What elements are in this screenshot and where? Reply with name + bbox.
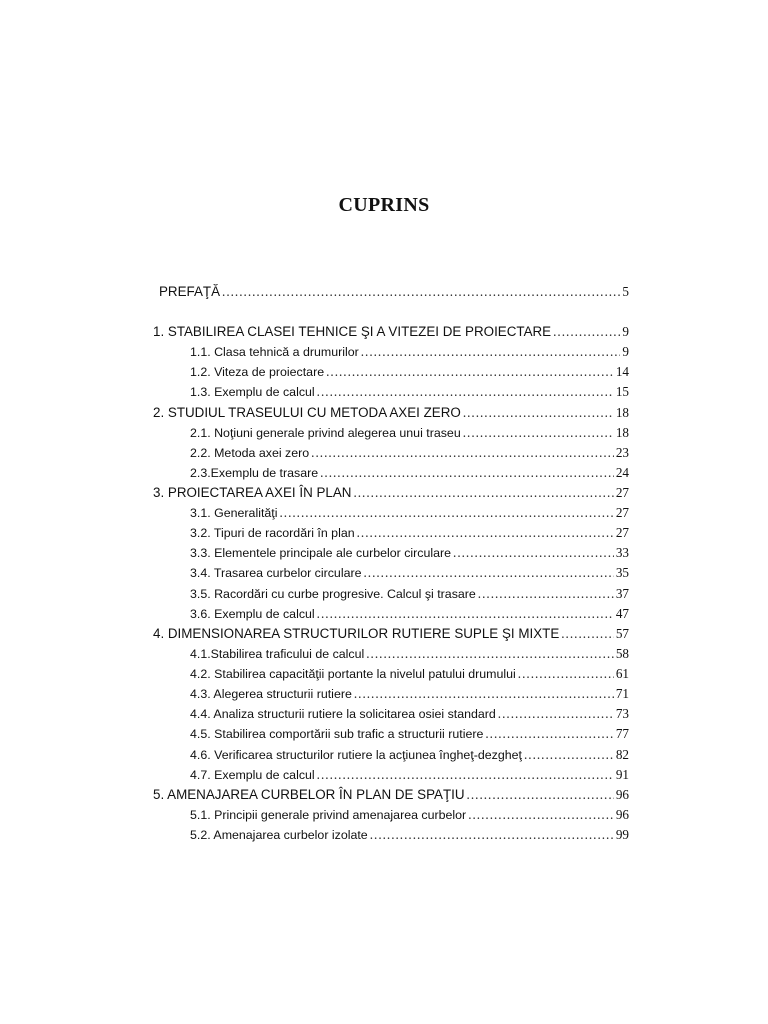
toc-chapter-entry — [153, 625, 629, 643]
toc-label: 3.1. Generalităţi — [190, 506, 278, 521]
toc-label: 2. STUDIUL TRASEULUI CU METODA AXEI ZERO — [153, 404, 461, 420]
toc-label: 3.6. Exemplu de calcul — [190, 606, 315, 621]
toc-page-number: 96 — [615, 786, 629, 802]
toc-page-number: 99 — [615, 827, 629, 842]
toc-page-number: 35 — [615, 565, 629, 581]
toc-page-number: 73 — [615, 706, 629, 722]
toc-label: 4.4. Analiza structurii rutiere la solicitarea osiei standard — [190, 707, 496, 722]
toc-page-number: 5 — [622, 284, 629, 299]
toc-section-entry — [190, 524, 629, 542]
toc-page-number: 96 — [615, 806, 629, 822]
toc-label: 2.3.Exemplu de trasare — [190, 465, 319, 480]
toc-leader-dots — [463, 404, 614, 422]
toc-section-entry — [190, 504, 629, 522]
toc-label: 4.1.Stabilirea traficului de calcul — [190, 646, 365, 661]
toc-section-entry — [190, 746, 629, 764]
toc-section-entry — [190, 645, 629, 663]
toc-label: 1.3. Exemplu de calcul — [190, 385, 315, 400]
toc-leader-dots — [320, 464, 614, 482]
toc-leader-dots — [279, 504, 613, 522]
toc-leader-dots — [222, 283, 620, 301]
toc-page-number: 82 — [615, 746, 629, 762]
toc-page-number: 71 — [615, 686, 629, 702]
toc-label: 4. DIMENSIONAREA STRUCTURILOR RUTIERE SUPLE ŞI MIXTE — [153, 625, 560, 641]
toc-label: 1.2. Viteza de proiectare — [190, 365, 325, 380]
toc-leader-dots — [478, 585, 614, 603]
toc-label: 5.1. Principii generale privind amenajarea curbelor — [190, 807, 467, 822]
toc-leader-dots — [485, 725, 613, 743]
toc-label: 3.5. Racordări cu curbe progresive. Calcul şi trasare — [190, 586, 476, 601]
toc-page-number: 24 — [615, 464, 629, 480]
toc-leader-dots — [357, 524, 614, 542]
toc-leader-dots — [353, 484, 613, 502]
toc-label: 2.2. Metoda axei zero — [190, 445, 310, 460]
toc-label: 3.3. Elementele principale ale curbelor circulare — [190, 546, 452, 561]
toc-page-number: 57 — [615, 625, 629, 641]
toc-label: 3.4. Trasarea curbelor circulare — [190, 566, 362, 581]
toc-page-number: 91 — [615, 766, 629, 782]
toc-label: 4.5. Stabilirea comportării sub trafic a structurii rutiere — [190, 727, 484, 742]
toc-page-number: 27 — [615, 525, 629, 541]
toc-page-number: 9 — [622, 344, 629, 360]
toc-page-number: 27 — [615, 485, 629, 500]
toc-leader-dots — [326, 363, 614, 381]
toc-leader-dots — [553, 323, 620, 341]
toc-section-entry — [190, 705, 629, 723]
toc-page-number: 15 — [615, 384, 629, 400]
toc-section-entry — [190, 766, 629, 784]
toc-label: 4.6. Verificarea structurilor rutiere la acţiunea îngheţ-dezgheţ — [190, 747, 522, 762]
toc-chapter-entry — [153, 404, 629, 422]
toc-page-number: 37 — [615, 585, 629, 601]
toc-leader-dots — [524, 746, 614, 764]
toc-label: 4.2. Stabilirea capacităţii portante la nivelul patului drumului — [190, 667, 516, 681]
toc-section-entry — [190, 665, 629, 683]
toc-leader-dots — [317, 766, 614, 784]
toc-leader-dots — [361, 343, 621, 361]
toc-label: 1.1. Clasa tehnică a drumurilor — [190, 345, 359, 360]
toc-section-entry — [190, 544, 629, 562]
toc-section-entry — [190, 464, 629, 482]
toc-page-number: 14 — [615, 364, 629, 380]
toc-label: 5. AMENAJAREA CURBELOR ÎN PLAN DE SPAŢIU — [153, 786, 465, 802]
toc-page-number: 27 — [615, 505, 629, 521]
toc-leader-dots — [363, 564, 613, 582]
toc-section-entry — [190, 363, 629, 381]
toc-leader-dots — [354, 685, 614, 703]
toc-section-entry — [190, 685, 629, 703]
toc-leader-dots — [453, 544, 614, 562]
toc-page-number: 47 — [615, 605, 629, 621]
toc-label: 4.3. Alegerea structurii rutiere — [190, 687, 352, 702]
toc-chapter-entry — [153, 786, 629, 804]
toc-chapter-entry — [153, 323, 629, 341]
toc-label: 3.2. Tipuri de racordări în plan — [190, 526, 355, 541]
toc-label: 1. STABILIREA CLASEI TEHNICE ŞI A VITEZEI DE PROIECTARE — [153, 324, 552, 339]
toc-leader-dots — [366, 645, 614, 663]
toc-section-entry — [190, 424, 629, 442]
toc-leader-dots — [317, 383, 614, 401]
toc-section-entry — [190, 585, 629, 603]
toc-page-number: 33 — [615, 545, 629, 561]
toc-leader-dots — [317, 605, 614, 623]
toc-section-entry — [190, 444, 629, 462]
toc-leader-dots — [468, 806, 614, 824]
toc-leader-dots — [370, 826, 614, 844]
toc-section-entry — [190, 343, 629, 361]
toc-page-number: 61 — [615, 666, 629, 681]
toc-section-entry — [190, 806, 629, 824]
toc-leader-dots — [467, 786, 614, 804]
toc-page-number: 18 — [615, 404, 629, 420]
toc-leader-dots — [311, 444, 614, 462]
toc-label: 4.7. Exemplu de calcul — [190, 767, 315, 782]
toc-page-number: 77 — [615, 726, 629, 742]
toc-page-number: 23 — [615, 444, 629, 460]
page-title: CUPRINS — [338, 194, 430, 216]
toc-section-entry — [190, 383, 629, 401]
toc-leader-dots — [463, 424, 614, 442]
toc-label: 2.1. Noţiuni generale privind alegerea unui traseu — [190, 425, 461, 440]
toc-section-entry — [190, 564, 629, 582]
toc-leader-dots — [498, 705, 614, 723]
toc-section-entry — [190, 725, 629, 743]
toc-preface — [159, 283, 629, 301]
toc-page-number: 9 — [622, 324, 629, 339]
toc-page-number: 18 — [615, 424, 629, 440]
toc-label: 5.2. Amenajarea curbelor izolate — [190, 828, 368, 842]
toc-section-entry — [190, 605, 629, 623]
toc-label: PREFAŢĂ — [159, 284, 221, 299]
toc-leader-dots — [561, 625, 614, 643]
toc-chapter-entry — [153, 484, 629, 502]
toc-label: 3. PROIECTAREA AXEI ÎN PLAN — [153, 485, 352, 500]
toc-section-entry — [190, 826, 629, 844]
toc-leader-dots — [518, 665, 614, 683]
toc-page-number: 58 — [615, 645, 629, 661]
